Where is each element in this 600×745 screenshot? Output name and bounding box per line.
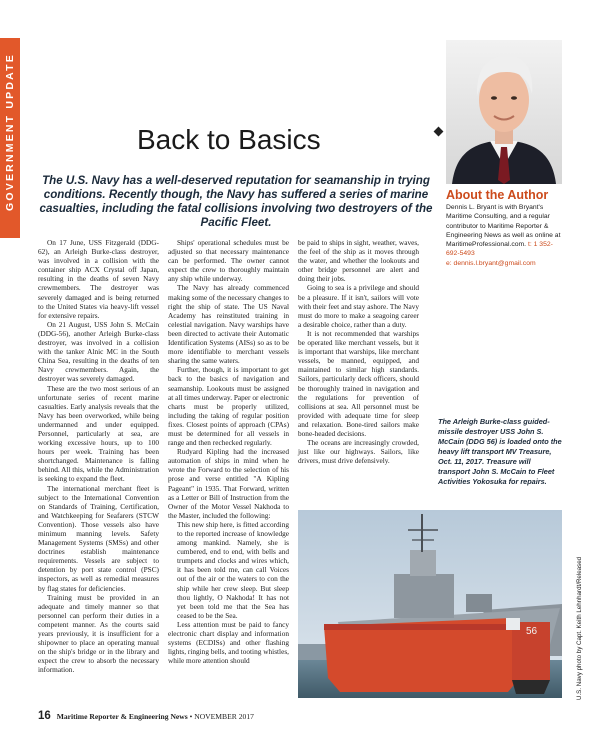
author-email[interactable]: e: dennis.l.bryant@gmail.com bbox=[446, 259, 536, 267]
paragraph: On 21 August, USS John S. McCain (DDG-56), another Arleigh Burke-class destroyer, was involved in a collision with the tanker Alnic MC in the South China Sea, resulting in the deaths of ten Navy crewmembers. Again, the destroyer was severely damaged. bbox=[38, 319, 159, 384]
paragraph: be paid to ships in sight, weather, waves, the feel of the ship as it moves through the water, and whether the lookouts and other bridge personnel are alert and doing their jobs. bbox=[298, 238, 419, 284]
author-phone: t: 1 352-692-5493 bbox=[446, 241, 553, 258]
issue-date: NOVEMBER 2017 bbox=[194, 712, 254, 721]
paragraph: Ships' operational schedules must be adjusted so that necessary maintenance can be performed. The owner cannot expect the crew to thoroughly maintain any ship while underway. bbox=[168, 238, 289, 284]
publication-name: Maritime Reporter & Engineering News bbox=[56, 712, 188, 721]
paragraph: These are the two most serious of an unfortunate series of recent marine casualties. Early analysis reveals that the Navy has been overworked, while being undermanned and under equipped. Personnel, particularly at sea, are working excessive hours, up to 100 hours per week. Training has been shortchanged. Maintenance is falling behind. All this, while the Administration is seeking to expand the fleet. bbox=[38, 383, 160, 484]
diamond-bullet-icon bbox=[434, 127, 444, 137]
footer-separator: • bbox=[189, 712, 193, 721]
hull-number: 56 bbox=[526, 626, 538, 637]
ship-photo bbox=[298, 510, 562, 698]
about-author-heading: About the Author bbox=[446, 188, 549, 202]
paragraph: Less attention must be paid to fancy electronic chart display and information systems (ECDISs) and other flashing lights, ringing bells, and tooting whistles, while more attention should bbox=[168, 619, 289, 666]
about-author-bio bbox=[446, 203, 564, 268]
paragraph: The international merchant fleet is subject to the International Convention on Standards of Training, Certification, and Watchkeeping for Seafarers (STCW Convention). Those vessels also have minimum manning levels. Safety Management Systems (SMSs) and other doctrines establish maintenance requirements. Vessels are subject to detention by port state control (PSC) inspectors, as well as remedial measures by flag states for deficiencies. bbox=[38, 483, 159, 593]
photo-caption: The Arleigh Burke-class guided-missile destroyer USS John S. McCain (DDG 56) is loaded onto the heavy lift transport MV Treasure, Oct. 11, 2017. Treasure will transport John S. McCain to Fleet Activities Yokosuka for repairs. bbox=[438, 417, 562, 486]
paragraph: On 17 June, USS Fitzgerald (DDG-62), an Arleigh Burke-class destroyer, was involved in a collision with the container ship ACX Crystal off Japan, resulting in the deaths of seven Navy crewmembers. The destroyer was severely damaged and is being returned to the United States via heavy-lift vessel for extensive repairs. bbox=[38, 238, 159, 320]
paragraph: Further, though, it is important to get back to the basics of navigation and seamanship. Lookouts must be assigned at all times underway. Paper or electronic charts must be properly utilized, including the taking of regular position fixes. Closest points of approach (CPAs) must be determined for all vessels in range and then rechecked regularly. bbox=[168, 365, 289, 448]
page-number: 16 bbox=[38, 710, 51, 722]
article-column-1 bbox=[38, 238, 159, 675]
paragraph: It is not recommended that warships be operated like merchant vessels, but it is important that warships, like merchant vessels, be manned, equipped, and maintained to similar high standards. Sailors, particularly deck officers, should be thoroughly trained in navigation and the regulations for prevention of collisions at sea. All personnel must be provided with adequate time for sleep and relaxation. Bone-tired sailors make bone-headed decisions. bbox=[298, 328, 419, 438]
article-title: Back to Basics bbox=[137, 124, 321, 155]
photo-credit: U.S. Navy photo by Capt. Keith Lehnhardt/Released bbox=[576, 556, 583, 700]
paragraph: The Navy has already commenced making some of the necessary changes to right the ship of state. The US Naval Academy has reinstituted training in celestial navigation. Navy warships have been directed to activate their Automatic Identification Systems (AISs) so as to be more identifiable to merchant vessels sharing the same waters. bbox=[168, 283, 289, 366]
author-photo bbox=[446, 40, 562, 184]
section-tab bbox=[0, 38, 20, 238]
paragraph: The oceans are increasingly crowded, just like our highways. Sailors, like drivers, must drive defensively. bbox=[298, 438, 419, 466]
page-footer bbox=[38, 710, 254, 722]
author-bio-text: Dennis L. Bryant is with Bryant's Maritime Consulting, and a regular contributor to Maritime Reporter & Engineering News as well as online at MaritimeProfessional.com. bbox=[446, 204, 561, 249]
article-column-2 bbox=[168, 238, 289, 665]
article-deck: The U.S. Navy has a well-deserved reputation for seamanship in trying conditions. Recently though, the Navy has suffered a series of marine casualties, including the fatal collisions involving two destroyers of the Pacific Fleet. bbox=[39, 174, 433, 229]
section-tab-label: GOVERNMENT UPDATE bbox=[4, 53, 16, 211]
paragraph: Training must be provided in an adequate and timely manner so that personnel can perform their duties in a competent manner. As the courts said years previously, it is insufficient for a shipowner to place an operating manual on the ship's bridge or in the library and expect the crew to absorb the necessary information. bbox=[38, 592, 159, 675]
paragraph: Going to sea is a privilege and should be a pleasure. If it isn't, sailors will vote with their feet and stay ashore. The Navy must do more to make a seagoing career a desirable choice, rather than a duty. bbox=[298, 283, 419, 329]
paragraph: Rudyard Kipling had the increased automation of ships in mind when he wrote the Forward to the selection of his prose and verse entitled "A Kipling Pageant" in 1935. That Forward, written as a Letter or Bill of Instruction from the Owner of the Motor Vessel Nakhoda to the Master, included the following: bbox=[168, 447, 289, 520]
block-quote: This new ship here, is fitted according to the reported increase of knowledge among mankind. Namely, she is cumbered, end to end, with bells and trumpets and clocks and wires which, it has been told me, can call Voices out of the air or the waters to con the ship while her crew sleep. But sleep thou lightly, O Nakhoda! It has not yet been told me that the Sea has ceased to be the Sea. bbox=[177, 519, 289, 620]
article-column-3 bbox=[298, 238, 419, 465]
